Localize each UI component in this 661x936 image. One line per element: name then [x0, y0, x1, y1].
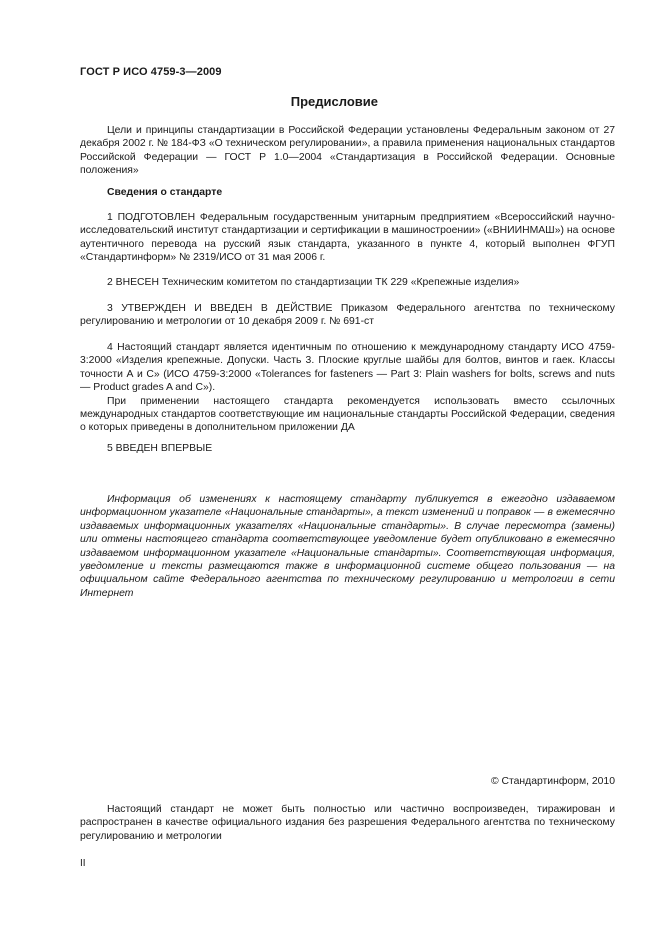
item-3-block	[80, 302, 615, 329]
item-4-note: При применении настоящего стандарта рекомендуется использовать вместо ссылочных международных стандартов соответствующие им национальные стандарты Российской Федерации, сведения о которых приведены в дополнительном приложении ДА	[80, 395, 615, 434]
item-1: 1 ПОДГОТОВЛЕН Федеральным государственным унитарным предприятием «Всероссийский научно-исследовательский институт стандартизации и сертификации в машиностроении» («ВНИИНМАШ») на основе аутентичного перевода на русский язык стандарта, указанного в пункте 4, который выполнен ФГУП «Стандартинформ» № 2319/ИСО от 31 мая 2006 г.	[80, 212, 615, 264]
item-1-block	[80, 211, 615, 265]
document-code: ГОСТ Р ИСО 4759-3—2009	[80, 66, 222, 78]
item-2-block	[80, 276, 615, 289]
item-4: 4 Настоящий стандарт является идентичным по отношению к международному стандарту ИСО 4759-3:2000 «Изделия крепежные. Допуски. Часть 3. Плоские круглые шайбы для болтов, винтов и гаек. Классы точности А и С» (ИСО 4759-3:2000 «Tolerances for fasteners — Part 3: Plain washers for bolts, screws and nuts — Product grades A and C»).	[80, 342, 615, 394]
rights-block	[80, 803, 615, 843]
foreword-intro: Цели и принципы стандартизации в Российской Федерации установлены Федеральным законом от 27 декабря 2002 г. № 184-ФЗ «О техническом регулировании», а правила применения национальных стандартов Российской Федерации — ГОСТ Р 1.0—2004 «Стандартизация в Российской Федерации. Основные положения»	[80, 125, 615, 177]
rights-text: Настоящий стандарт не может быть полностью или частично воспроизведен, тиражирован и распространен в качестве официального издания без разрешения Федерального агентства по техническому регулированию и метрологии	[80, 804, 615, 842]
notice-block	[80, 493, 615, 600]
page-number: II	[80, 858, 86, 869]
info-heading-block	[80, 186, 615, 199]
item-5-block	[80, 442, 615, 455]
info-heading: Сведения о стандарте	[107, 187, 223, 198]
item-4-block	[80, 341, 615, 435]
copyright: © Стандартинформ, 2010	[490, 776, 615, 787]
item-2: 2 ВНЕСЕН Техническим комитетом по стандартизации ТК 229 «Крепежные изделия»	[107, 277, 520, 288]
item-3: 3 УТВЕРЖДЕН И ВВЕДЕН В ДЕЙСТВИЕ Приказом Федерального агентства по техническому регулированию и метрологии от 10 декабря 2009 г. № 691-ст	[80, 303, 615, 328]
notice-text: Информация об изменениях к настоящему стандарту публикуется в ежегодно издаваемом информационном указателе «Национальные стандарты», а текст изменений и поправок — в ежемесячно издаваемых информационных указателях «Национальные стандарты». В случае пересмотра (замены) или отмены настоящего стандарта соответствующее уведомление будет опубликовано в ежемесячно издаваемом информационном указателе «Национальные стандарты». Соответствующая информация, уведомление и тексты размещаются также в информационной системе общего пользования — на официальном сайте Федерального агентства по техническому регулированию и метрологии в сети Интернет	[80, 494, 615, 599]
foreword-intro-block	[80, 124, 615, 178]
page-title: Предисловие	[290, 94, 378, 109]
item-5: 5 ВВЕДЕН ВПЕРВЫЕ	[107, 443, 213, 454]
